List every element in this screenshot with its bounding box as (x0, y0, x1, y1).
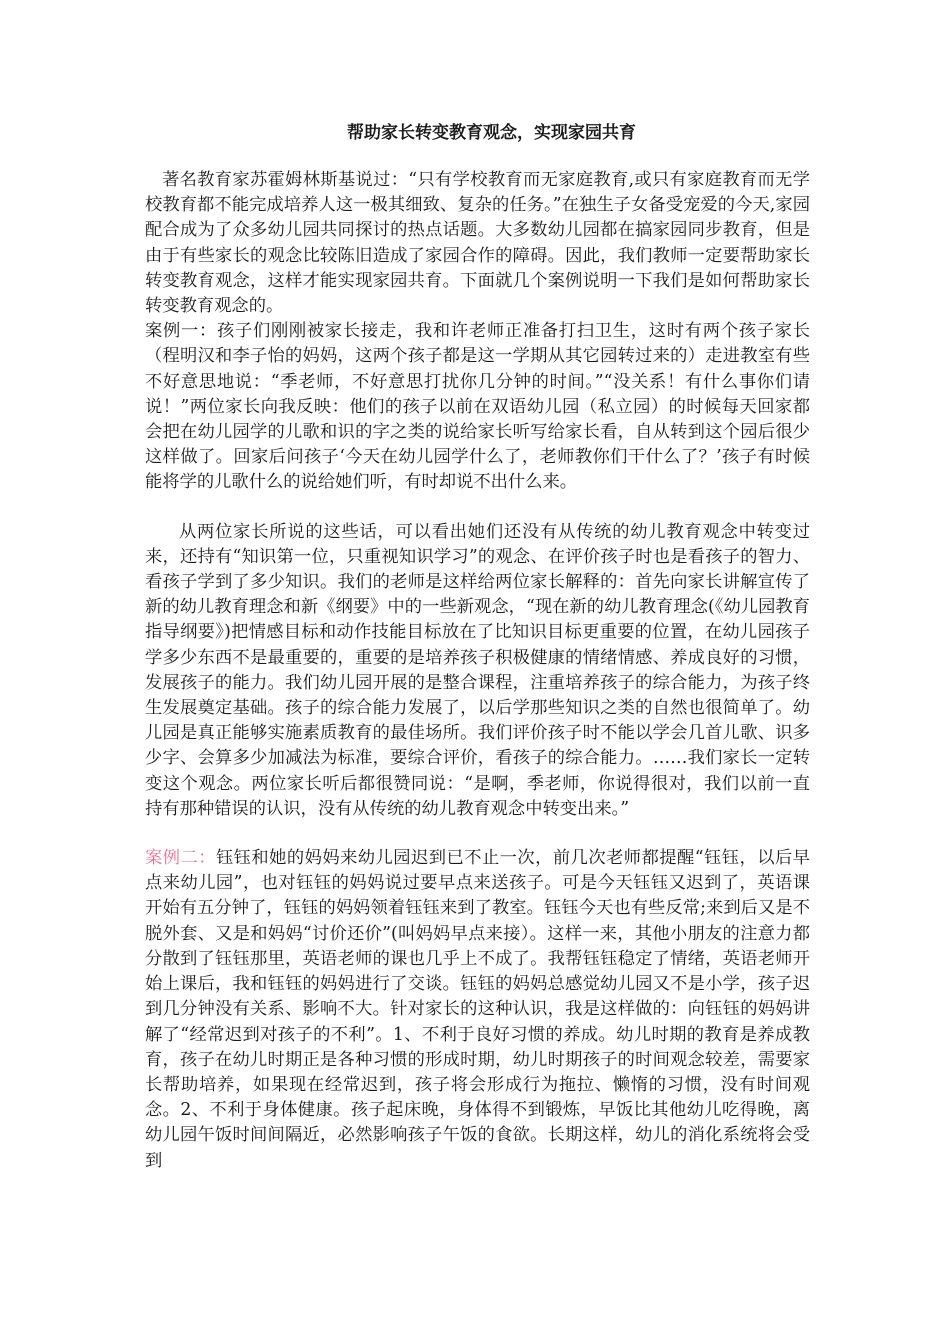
case-two-paragraph (145, 846, 810, 1174)
case-two-text: 钰钰和她的妈妈来幼儿园迟到已不止一次，前几次老师都提醒“钰钰，以后早点来幼儿园”，也对钰钰的妈妈说过要早点来送孩子。可是今天钰钰又迟到了，英语课开始有五分钟了，钰钰的妈妈领着钰钰来到了教室。钰钰今天也有些反常;来到后又是不脱外套、又是和妈妈“讨价还价”(叫妈妈早点来接）。这样一来，其他小朋友的注意力都分散到了钰钰那里，英语老师的课也几乎上不成了。我帮钰钰稳定了情绪，英语老师开始上课后，我和钰钰的妈妈进行了交谈。钰钰的妈妈总感觉幼儿园又不是小学，孩子迟到几分钟没有关系、影响不大。针对家长的这种认识，我是这样做的：向钰钰的妈妈讲解了“经常迟到对孩子的不利”。1、不利于良好习惯的养成。幼儿时期的教育是养成教育，孩子在幼儿时期正是各种习惯的形成时期，幼儿时期孩子的时间观念较差，需要家长帮助培养，如果现在经常迟到，孩子将会形成行为拖拉、懒惰的习惯，没有时间观念。2、不利于身体健康。孩子起床晚，身体得不到锻炼，早饭比其他幼儿吃得晚，离幼儿园午饭时间间隔近，必然影响孩子午饭的食欲。长期这样，幼儿的消化系统将会受到 (145, 848, 810, 1171)
document-page (145, 118, 810, 1174)
case-one-paragraph: 案例一：孩子们刚刚被家长接走，我和许老师正准备打扫卫生，这时有两个孩子家长（程明汉和李子怡的妈妈，这两个孩子都是这一学期从其它园转过来的）走进教室有些不好意思地说：“季老师，不好意思打扰你几分钟的时间。”“没关系！有什么事你们请说！”两位家长向我反映：他们的孩子以前在双语幼儿园（私立园）的时候每天回家都会把在幼儿园学的儿歌和识的字之类的说给家长听写给家长看，自从转到这个园后很少这样做了。回家后问孩子‘今天在幼儿园学什么了，老师教你们干什么了？’孩子有时候能将学的儿歌什么的说给她们听，有时却说不出什么来。 (145, 321, 810, 493)
paragraph-spacer (145, 496, 810, 520)
intro-paragraph: 著名教育家苏霍姆林斯基说过：“只有学校教育而无家庭教育,或只有家庭教育而无学校教育都不能完成培养人这一极其细致、复杂的任务。”在独生子女备受宠爱的今天,家园配合成为了众多幼儿园共同探讨的热点话题。大多数幼儿园都在搞家园同步教育，但是由于有些家长的观念比较陈旧造成了家园合作的障碍。因此，我们教师一定要帮助家长转变教育观念，这样才能实现家园共育。下面就几个案例说明一下我们是如何帮助家长转变教育观念的。 (145, 170, 810, 317)
paragraph-spacer (145, 822, 810, 846)
case-two-label: 案例二： (145, 848, 216, 869)
document-title: 帮助家长转变教育观念，实现家园共育 (347, 123, 636, 143)
analysis-paragraph: 从两位家长所说的这些话，可以看出她们还没有从传统的幼儿教育观念中转变过来，还持有“知识第一位，只重视知识学习”的观念、在评价孩子时也是看孩子的智力、看孩子学到了多少知识。我们的老师是这样给两位家长解释的：首先向家长讲解宣传了新的幼儿教育理念和新《纲要》中的一些新观念，“现在新的幼儿教育理念(《幼儿园教育指导纲要》)把情感目标和动作技能目标放在了比知识目标更重要的位置，在幼儿园孩子学多少东西不是最重要的，重要的是培养孩子积极健康的情绪情感、养成良好的习惯，发展孩子的能力。我们幼儿园开展的是整合课程，注重培养孩子的综合能力，为孩子终生发展奠定基础。孩子的综合能力发展了，以后学那些知识之类的自然也很简单了。幼儿园是真正能够实施素质教育的最佳场所。我们评价孩子时不能以学会几首儿歌、识多少字、会算多少加减法为标准，要综合评价，看孩子的综合能力。……我们家长一定转变这个观念。两位家长听后都很赞同说：“是啊，季老师，你说得很对，我们以前一直持有那种错误的认识，没有从传统的幼儿教育观念中转变出来。” (145, 521, 810, 819)
